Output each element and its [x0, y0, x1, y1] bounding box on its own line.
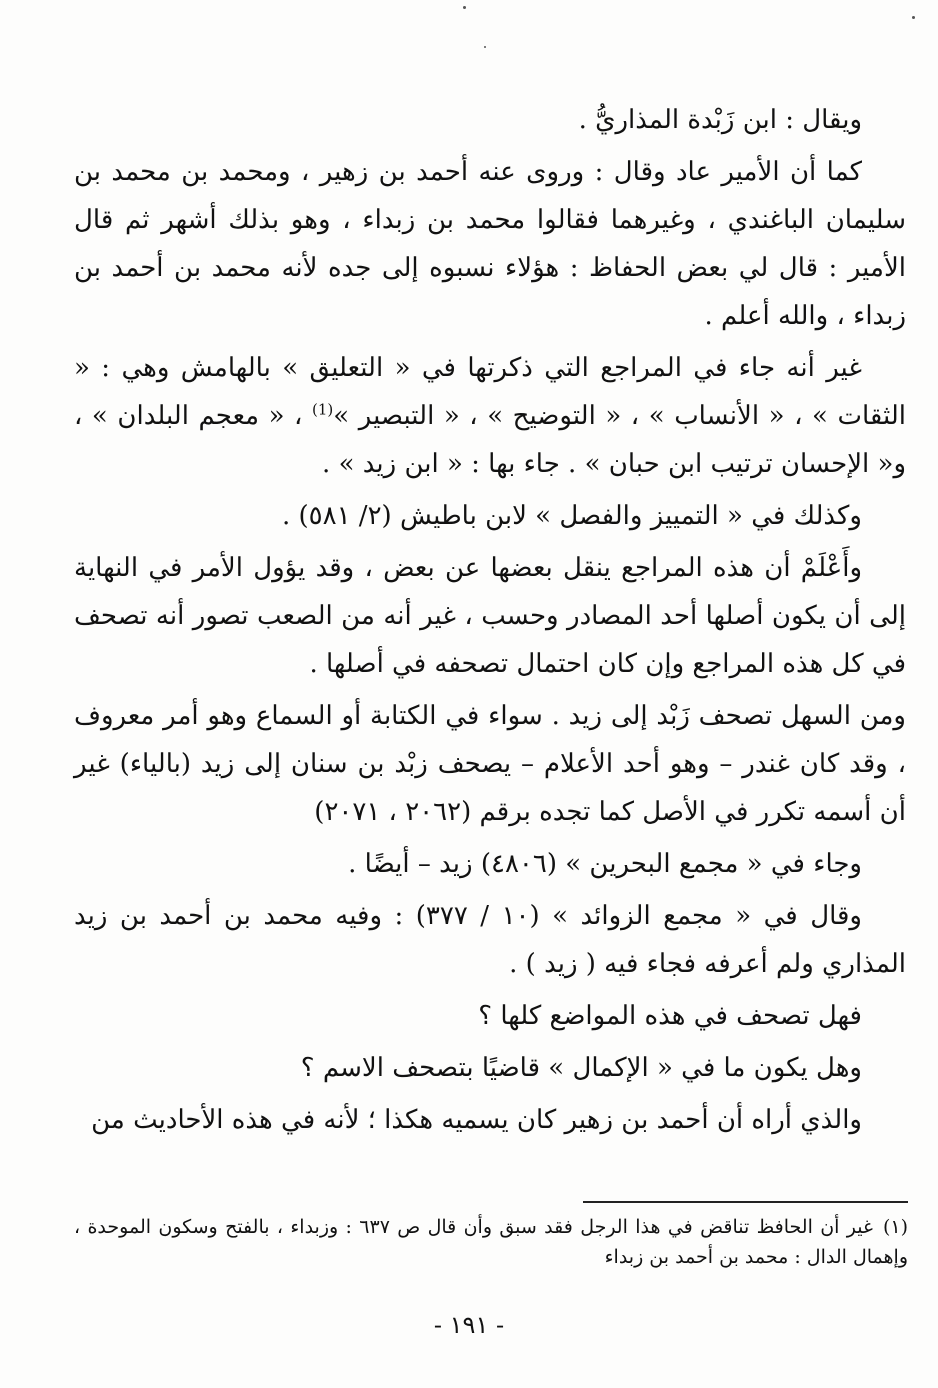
paragraph-3 [74, 344, 906, 488]
paragraph-5: وأَعْلَمْ أن هذه المراجع ينقل بعضها عن بعض ، وقد يؤول الأمر في النهاية إلى أن يكون أصلها أحد المصادر وحسب ، غير أنه من الصعب تصور أنه تصحف في كل هذه المراجع وإن كان احتمال تصحفه في أصلها . [74, 553, 906, 679]
paragraph-3-text-after: ، « معجم البلدان » ، و« الإحسان ترتيب ابن حبان » . جاء بها : « ابن زيد » . [74, 401, 906, 479]
paragraph-9: فهل تصحف في هذه المواضع كلها ؟ [478, 1001, 862, 1031]
footnote-number: (١) [882, 1216, 908, 1238]
paragraph-2: كما أن الأمير عاد وقال : وروى عنه أحمد بن زهير ، ومحمد بن محمد بن سليمان الباغندي ، وغيرهما فقالوا محمد بن زبداء ، وهو بذلك أشهر ثم قال الأمير : قال لي بعض الحفاظ : هؤلاء نسبوه إلى جده لأنه محمد بن أحمد بن زبداء ، والله أعلم . [74, 157, 907, 331]
footnote-divider [583, 1201, 908, 1203]
scan-speck [484, 46, 486, 48]
paragraph-7: وجاء في « مجمع البحرين » (٤٨٠٦) زيد – أيضًا . [348, 849, 862, 879]
paragraph-8: وقال في « مجمع الزوائد » (١٠ / ٣٧٧) : وفيه محمد بن أحمد بن زيد المذاري ولم أعرفه فجاء فيه ( زيد ) . [74, 901, 906, 979]
scan-speck [912, 16, 915, 19]
paragraph-10: وهل يكون ما في « الإكمال » قاضيًا بتصحف الاسم ؟ [300, 1053, 862, 1083]
paragraph-11: والذي أراه أن أحمد بن زهير كان يسميه هكذا ؛ لأنه في هذه الأحاديث من [91, 1105, 862, 1135]
page-number: - ١٩١ - [433, 1311, 505, 1339]
paragraph-3-text-before: غير أنه جاء في المراجع التي ذكرتها في « التعليق » بالهامش وهي : « الثقات » ، « الأنساب » ، « التوضيح » ، « التبصير » [74, 353, 907, 431]
paragraph-6: ومن السهل تصحف زَبْد إلى زيد . سواء في الكتابة أو السماع وهو أمر معروف ، وقد كان غندر – وهو أحد الأعلام – يصحف زبْد بن سنان إلى زيد (بالياء) غير أن أسمه تكرر في الأصل كما تجده برقم (٢٠٦٢ ، ٢٠٧١) [74, 701, 906, 827]
paragraph-1: ويقال : ابن زَبْدة المذاريُّ . [578, 105, 862, 135]
footnote-marker: (1) [312, 400, 334, 419]
footnote [74, 1212, 908, 1272]
main-text [74, 96, 906, 1148]
footnote-text: غير أن الحافظ تناقض في هذا الرجل فقد سبق وأن قال ص ٦٣٧ : وزبداء ، بالفتح وسكون الموحدة ، وإهمال الدال : محمد بن أحمد بن زبداء [74, 1216, 908, 1268]
paragraph-4: وكذلك في « التمييز والفصل » لابن باطيش (٢/ ٥٨١) . [281, 501, 862, 531]
scan-speck [463, 6, 466, 9]
